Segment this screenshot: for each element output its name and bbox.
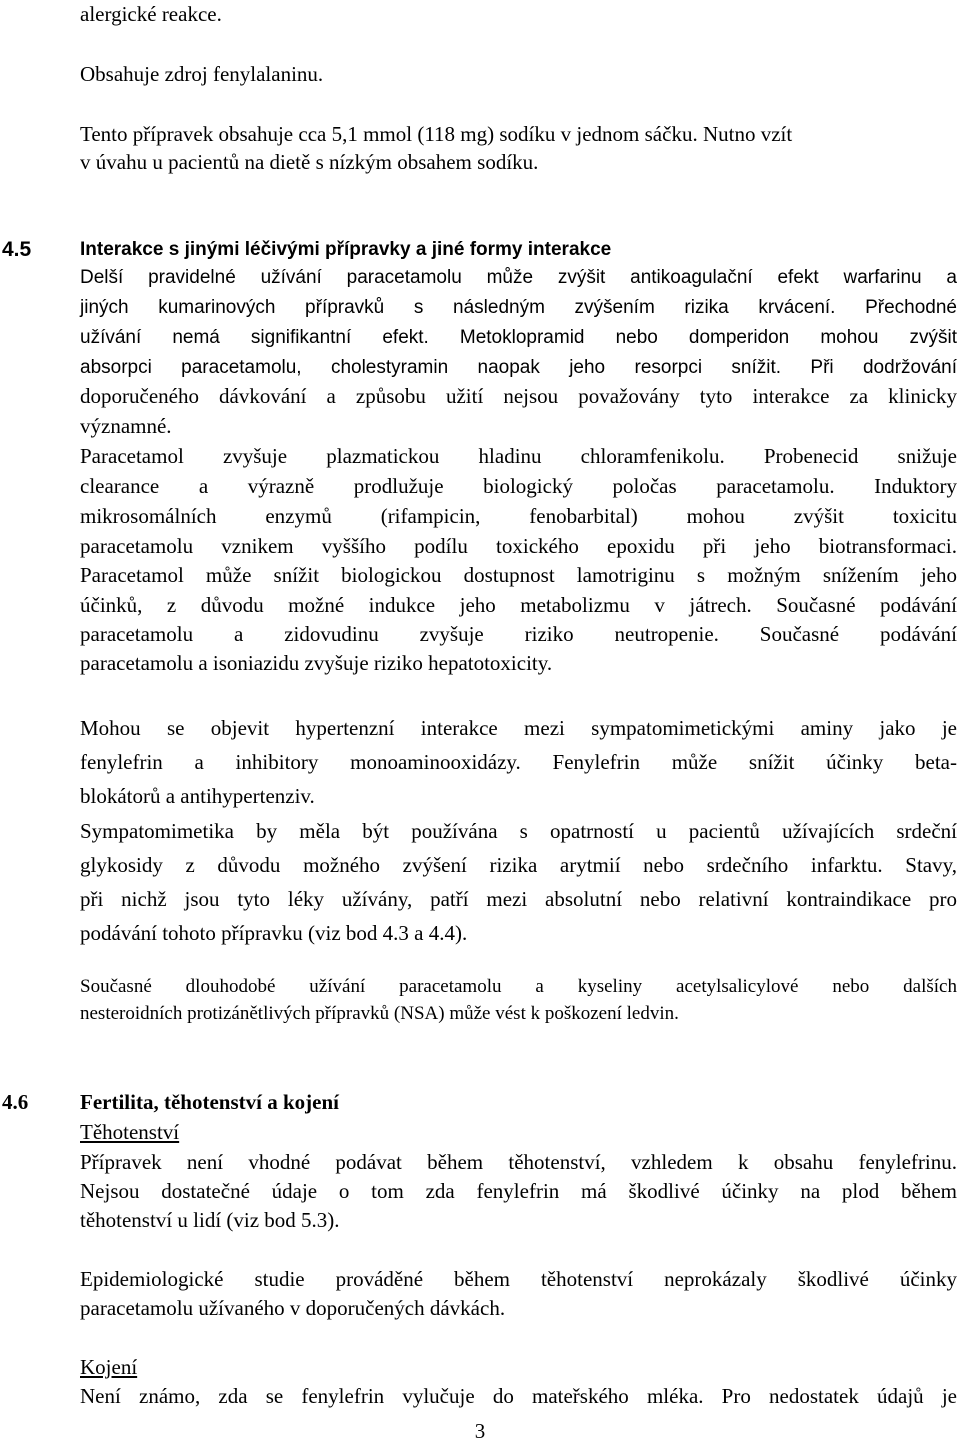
text-line: těhotenství u lidí (viz bod 5.3). (80, 1208, 340, 1232)
text-line: při nichž jsou tyto léky užívány, patří mezi absolutní nebo relativní kontraindikace pro (80, 887, 957, 911)
text-line: účinků, z důvodu možné indukce jeho metabolizmu v játrech. Současné podávání (80, 593, 957, 617)
section-heading: Interakce s jinými léčivými přípravky a jiné formy interakce (80, 239, 612, 260)
text-line: Přípravek není vhodné podávat během těhotenství, vzhledem k obsahu fenylefrinu. (80, 1150, 957, 1174)
text-line: glykosidy z důvodu možného zvýšení rizika arytmií nebo srdečního infarktu. Stavy, (80, 853, 957, 877)
text-line: paracetamolu užívaného v doporučených dávkách. (80, 1296, 506, 1320)
text-line: Současné dlouhodobé užívání paracetamolu a kyseliny acetylsalicylové nebo dalších (80, 976, 957, 997)
text-line: v úvahu u pacientů na dietě s nízkým obsahem sodíku. (80, 150, 539, 174)
text-line: užívání nemá signifikantní efekt. Metoklopramid nebo domperidon mohou zvýšit (80, 327, 957, 348)
text-line: podávání tohoto přípravku (viz bod 4.3 a 4.4). (80, 921, 468, 945)
text-line: blokátorů a antihypertenziv. (80, 784, 315, 808)
text-line: fenylefrin a inhibitory monoaminooxidázy. Fenylefrin může snížit účinky beta- (80, 750, 957, 774)
text-line: Paracetamol zvyšuje plazmatickou hladinu chloramfenikolu. Probenecid snižuje (80, 444, 957, 468)
text-line: Delší pravidelné užívání paracetamolu může zvýšit antikoagulační efekt warfarinu a (80, 267, 957, 288)
section-number: 4.6 (2, 1090, 29, 1114)
text-line: Epidemiologické studie prováděné během těhotenství neprokázaly škodlivé účinky (80, 1267, 957, 1291)
text-line: doporučeného dávkování a způsobu užití nejsou považovány tyto interakce za klinicky (80, 384, 957, 408)
subsection-heading: Těhotenství (80, 1120, 180, 1144)
subsection-heading: Kojení (80, 1355, 138, 1379)
section-heading: Fertilita, těhotenství a kojení (80, 1090, 339, 1114)
text-line: Obsahuje zdroj fenylalaninu. (80, 62, 324, 86)
text-line: nesteroidních protizánětlivých přípravků (NSA) může vést k poškození ledvin. (80, 1003, 679, 1024)
section-number: 4.5 (2, 238, 32, 261)
text-line: clearance a výrazně prodlužuje biologický poločas paracetamolu. Induktory (80, 474, 957, 498)
text-line: Mohou se objevit hypertenzní interakce mezi sympatomimetickými aminy jako je (80, 716, 957, 740)
text-line: Sympatomimetika by měla být používána s opatrností u pacientů užívajících srdeční (80, 819, 957, 843)
text-line: paracetamolu a zidovudinu zvyšuje riziko neutropenie. Současné podávání (80, 622, 957, 646)
text-line: alergické reakce. (80, 2, 222, 26)
text-line: významné. (80, 414, 172, 438)
text-line: Nejsou dostatečné údaje o tom zda fenylefrin má škodlivé účinky na plod během (80, 1179, 957, 1203)
text-line: jiných kumarinových přípravků s následným zvýšením rizika krvácení. Přechodné (80, 297, 957, 318)
text-line: Tento přípravek obsahuje cca 5,1 mmol (118 mg) sodíku v jednom sáčku. Nutno vzít (80, 122, 793, 146)
text-line: Není známo, zda se fenylefrin vylučuje do mateřského mléka. Pro nedostatek údajů je (80, 1384, 957, 1408)
text-line: absorpci paracetamolu, cholestyramin naopak jeho resorpci snížit. Při dodržování (80, 357, 957, 378)
text-line: mikrosomálních enzymů (rifampicin, fenobarbital) mohou zvýšit toxicitu (80, 504, 957, 528)
text-line: Paracetamol může snížit biologickou dostupnost lamotriginu s možným snížením jeho (80, 563, 957, 587)
page-number: 3 (474, 1419, 486, 1443)
text-line: paracetamolu vznikem vyššího podílu toxického epoxidu při jeho biotransformaci. (80, 534, 957, 558)
text-line: paracetamolu a isoniazidu zvyšuje riziko hepatotoxicity. (80, 651, 553, 675)
